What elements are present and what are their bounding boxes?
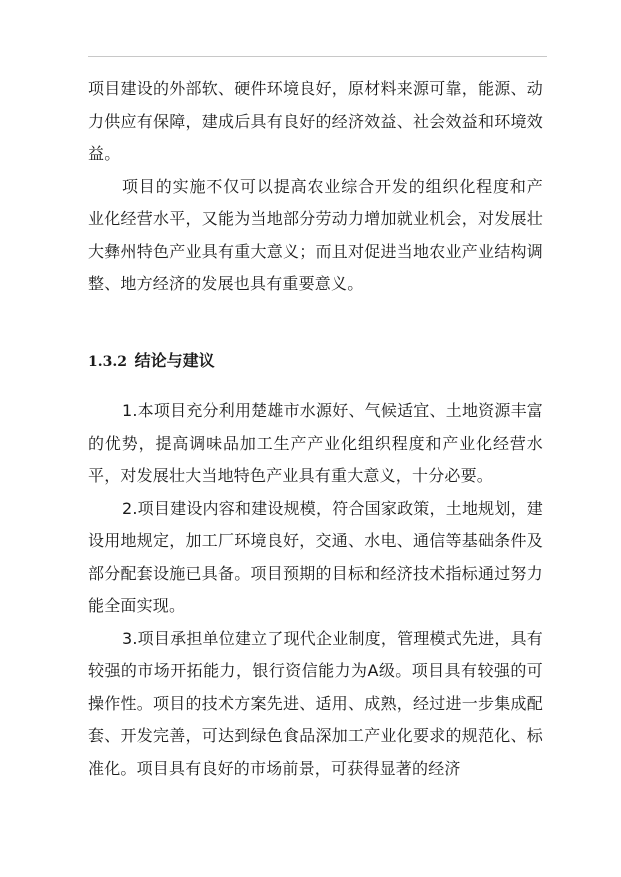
conclusions-section [88,395,543,785]
intro-paragraph-2: 项目的实施不仅可以提高农业综合开发的组织化程度和产业化经营水平，又能为当地部分劳动力增加就业机会，对发展壮大彝州特色产业具有重大意义；而且对促进当地农业产业结构调整、地方经济的发展也具有重要意义。 [88,176,543,293]
section-number: 1.3.2 [88,354,127,370]
header-rule [88,56,547,57]
conclusion-item-2: 2.项目建设内容和建设规模，符合国家政策，土地规划，建设用地规定，加工厂环境良好，交通、水电、通信等基础条件及部分配套设施已具备。项目预期的目标和经济技术指标通过努力能全面实现。 [88,498,543,615]
conclusion-item-1: 1.本项目充分利用楚雄市水源好、气候适宜、土地资源丰富的优势，提高调味品加工生产产业化组织程度和产业化经营水平，对发展壮大当地特色产业具有重大意义，十分必要。 [88,401,543,485]
conclusion-item-3: 3.项目承担单位建立了现代企业制度，管理模式先进，具有较强的市场开拓能力，银行资信能力为A级。项目具有较强的可操作性。项目的技术方案先进、适用、成熟，经过进一步集成配套、开发完善，可达到绿色食品深加工产业化要求的规范化、标准化。项目具有良好的市场前景，可获得显著的经济 [88,628,543,778]
intro-paragraph-1: 项目建设的外部软、硬件环境良好，原材料来源可靠，能源、动力供应有保障，建成后具有良好的经济效益、社会效益和环境效益。 [88,79,543,163]
section-title: 结论与建议 [134,351,215,370]
intro-section [88,73,543,301]
section-heading [88,345,215,378]
